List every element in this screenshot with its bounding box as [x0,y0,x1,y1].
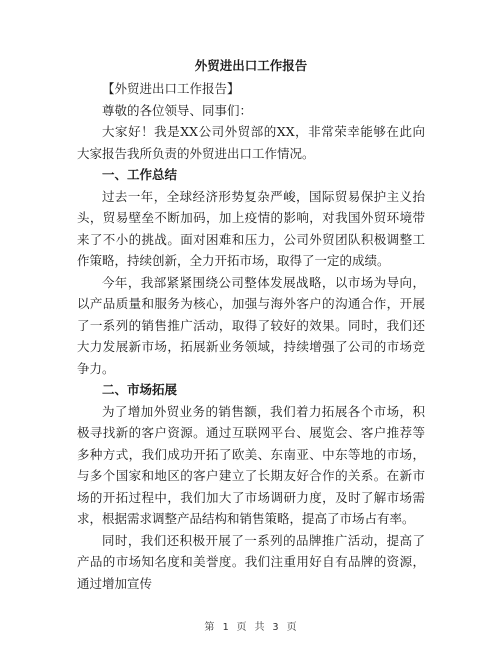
page-footer: 第 1 页 共 3 页 [204,622,298,633]
market-paragraph-1: 为了增加外贸业务的销售额，我们着力拓展各个市场，积极寻找新的客户资源。通过互联网平台、展览会、客户推荐等多种方式，我们成功开拓了欧美、东南亚、中东等地的市场，与多个国家和地区的客户建立了长期友好合作的关系。在新市场的开拓过程中，我们加大了市场调研力度，及时了解市场需求，根据需求调整产品结构和销售策略，提高了市场占有率。 [77,403,425,526]
summary-paragraph-2: 今年，我部紧紧围绕公司整体发展战略，以市场为导向，以产品质量和服务为核心，加强与海外客户的沟通合作，开展了一系列的销售推广活动，取得了较好的效果。同时，我们还大力发展新市场，拓展新业务领域，持续增强了公司的市场竞争力。 [77,274,425,376]
market-paragraph-2: 同时，我们还积极开展了一系列的品牌推广活动，提高了产品的市场知名度和美誉度。我们注重用好自有品牌的资源，通过增加宣传 [77,532,425,591]
document-title: 外贸进出口工作报告 [194,58,308,73]
summary-paragraph-1: 过去一年，全球经济形势复杂严峻，国际贸易保护主义抬头，贸易壁垒不断加码，加上疫情的影响，对我国外贸环境带来了不小的挑战。面对困难和压力，公司外贸团队积极调整工作策略，持续创新，全力开拓市场，取得了一定的成绩。 [77,188,425,268]
section-heading-market: 二、市场拓展 [102,382,178,397]
salutation: 尊敬的各位领导、同事们： [102,102,253,118]
section-heading-summary: 一、工作总结 [102,167,178,182]
intro-paragraph: 大家好！我是XX公司外贸部的XX，非常荣幸能够在此向大家报告我所负责的外贸进出口工作情况。 [77,124,425,161]
bracket-title: 【外贸进出口工作报告】 [102,81,240,96]
document-body [77,57,425,594]
